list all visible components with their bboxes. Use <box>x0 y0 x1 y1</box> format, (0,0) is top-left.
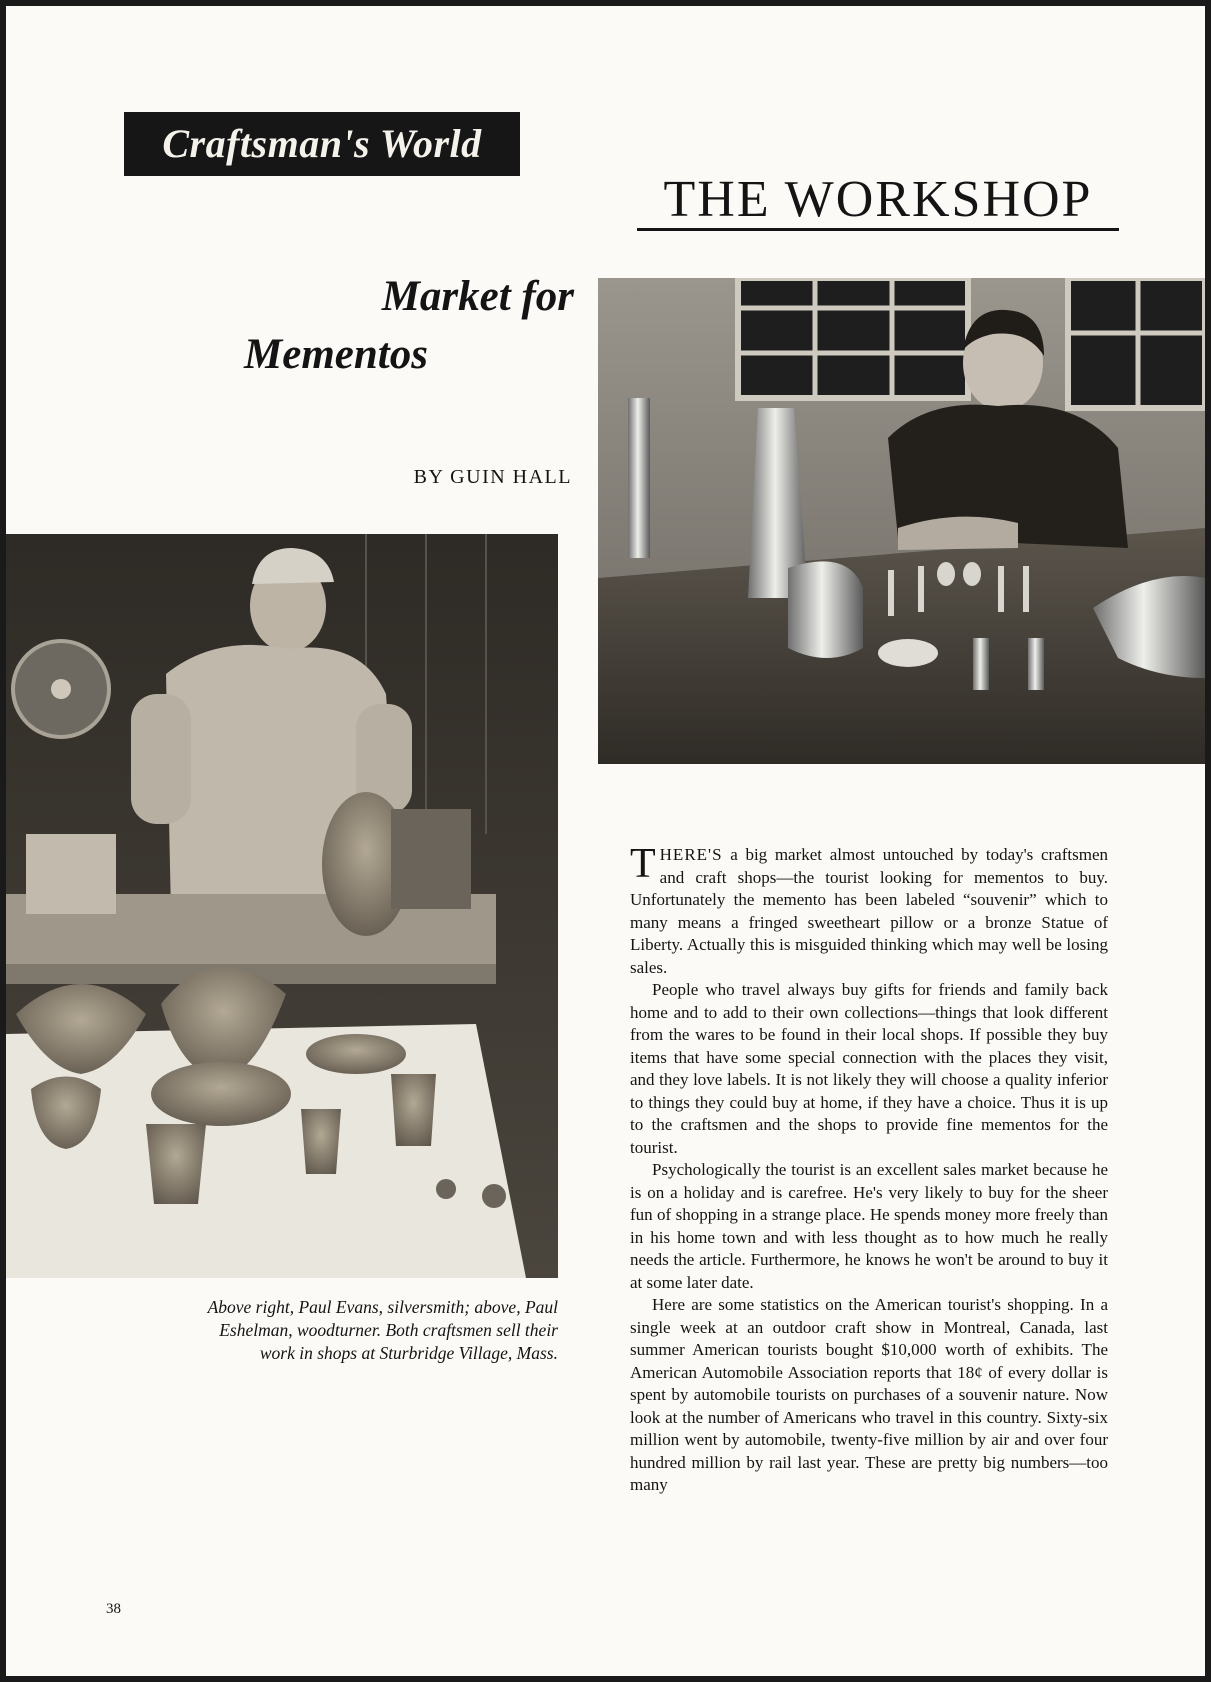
article-body <box>630 841 1108 1497</box>
article-headline <box>206 268 574 384</box>
article-paragraph-3: Psychologically the tourist is an excellent sales market because he is on a holiday and is carefree. He's very likely to buy for the sheer fun of shopping in a strange place. He spends money more freely than in his home town and with less thought as to how much he really needs the article. Furthermore, he knows he won't be around to buy it at some later date. <box>630 1160 1108 1292</box>
magazine-page <box>6 6 1205 1676</box>
byline: BY GUIN HALL <box>413 466 572 488</box>
woodturner-illustration <box>6 534 558 1278</box>
silversmith-photo <box>598 278 1205 764</box>
opening-words: HERE'S <box>659 845 723 864</box>
drop-cap: T <box>630 841 656 887</box>
department-title-underline <box>637 228 1119 231</box>
headline-line-2: Mementos <box>244 331 428 378</box>
article-paragraph-1-text: a big market almost untouched by today's craftsmen and craft shops—the tourist looking for mementos to buy. Unfortunately the memento has been labeled “souvenir” which to many means a fringed sweetheart pillow or a bronze Statue of Liberty. Actually this is misguided thinking which may well be losing sales. <box>630 845 1108 977</box>
photo-caption: Above right, Paul Evans, silversmith; above, Paul Eshelman, woodturner. Both craftsmen sell their work in shops at Sturbridge Village, Mass. <box>207 1297 558 1363</box>
page-number: 38 <box>106 1601 121 1617</box>
woodturner-photo <box>6 534 558 1278</box>
article-paragraph-1 <box>630 841 1108 979</box>
department-title: THE WORKSHOP <box>663 171 1093 228</box>
article-paragraph-4: Here are some statistics on the American tourist's shopping. In a single week at an outdoor craft show in Montreal, Canada, last summer American tourists bought $10,000 worth of exhibits. The American Automobile Association reports that 18¢ of every dollar is spent by automobile tourists on purchases of a souvenir nature. Now look at the number of Americans who travel in this country. Sixty-six million went by automobile, twenty-five million by air and over four hundred million by rail last year. These are pretty big numbers—too many <box>630 1295 1108 1494</box>
article-paragraph-2: People who travel always buy gifts for friends and family back home and to add to their own collections—things that look different from the wares to be found in their local shops. If possible they buy items that have some special connection with the places they visit, and they love labels. It is not likely they will choose a quality inferior to things they could buy at home, if they have a choice. Thus it is up to the craftsmen and the shops to provide fine mementos for the tourist. <box>630 980 1108 1157</box>
silversmith-illustration <box>598 278 1205 764</box>
headline-line-1: Market for <box>381 273 574 320</box>
section-label: Craftsman's World <box>124 112 520 176</box>
